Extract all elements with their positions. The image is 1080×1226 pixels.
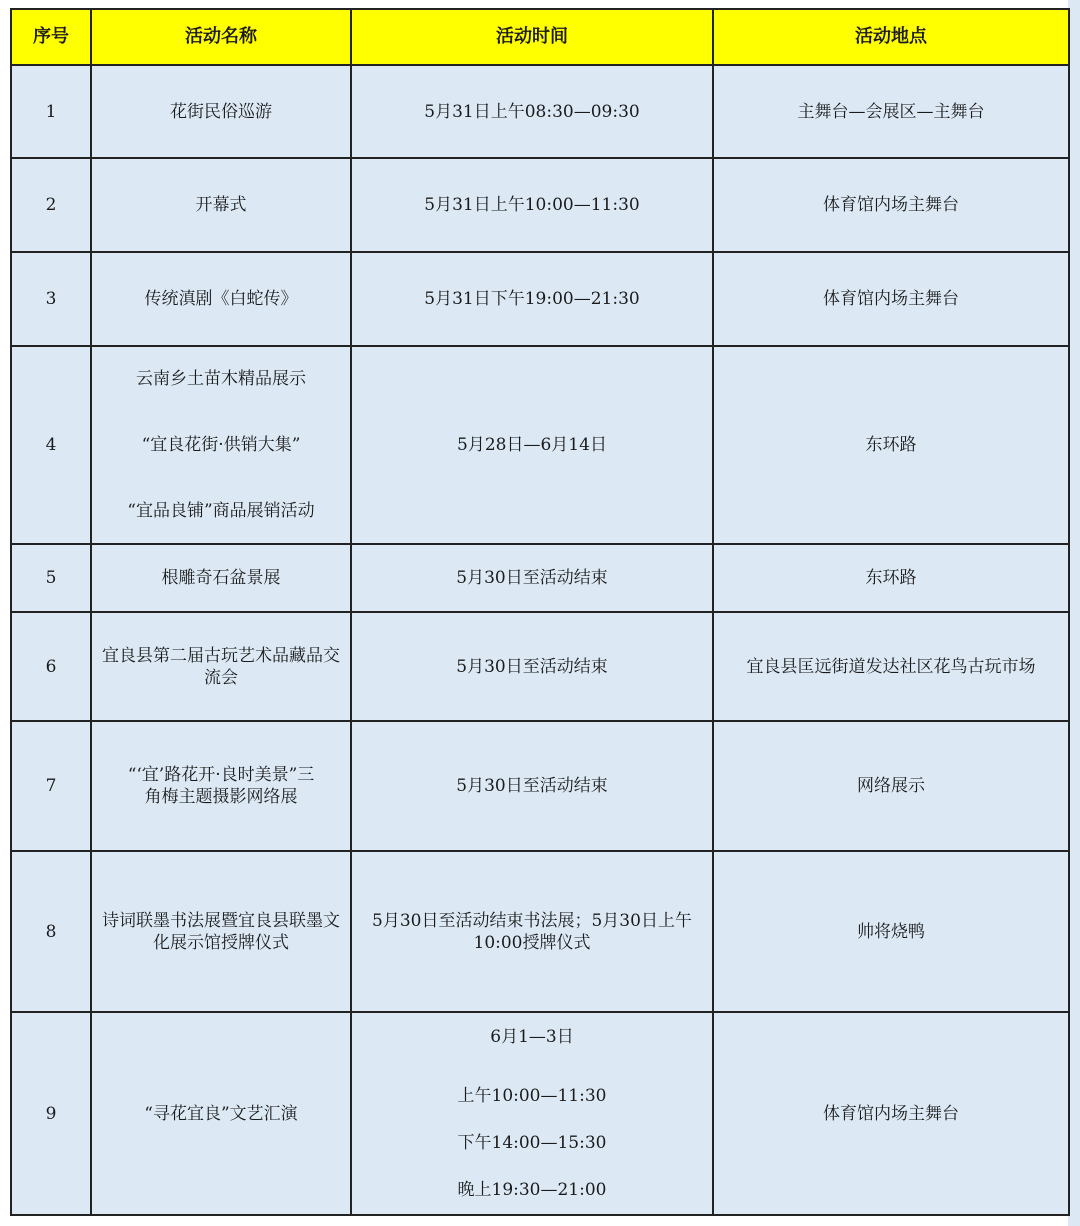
- activity-schedule-table: [10, 8, 1070, 1216]
- row-number: 6: [11, 612, 91, 721]
- activity-place-cell-line: 网络展示: [857, 776, 925, 796]
- activity-time-cell: [351, 158, 713, 252]
- activity-name-cell-line: “宜品良铺”商品展销活动: [127, 501, 315, 521]
- activity-name-cell-line: 根雕奇石盆景展: [161, 568, 281, 588]
- activity-name-cell-line: 化展示馆授牌仪式: [153, 932, 289, 953]
- activity-name-cell-line: 传统滇剧《白蛇传》: [144, 289, 298, 309]
- activity-place-cell: [713, 252, 1069, 346]
- row-number: 9: [11, 1012, 91, 1215]
- activity-time-cell: [351, 65, 713, 158]
- activity-place-cell-line: 东环路: [865, 435, 917, 455]
- activity-time-cell-line: 晚上19:30—21:00: [457, 1180, 607, 1200]
- activity-time-cell-line: 5月30日至活动结束: [456, 568, 608, 588]
- activity-name-cell: [91, 65, 351, 158]
- header-activity-name: 活动名称: [91, 9, 351, 65]
- header-number: 序号: [11, 9, 91, 65]
- activity-name-cell-line: 宜良县第二届古玩艺术品藏品交: [102, 645, 340, 666]
- table-row: [11, 544, 1069, 612]
- activity-name-cell: [91, 544, 351, 612]
- activity-place-cell-line: 体育馆内场主舞台: [823, 289, 959, 309]
- activity-time-cell-line: 5月28日—6月14日: [457, 435, 607, 455]
- activity-name-cell-line: “寻花宜良”文艺汇演: [144, 1103, 298, 1124]
- activity-name-cell: [91, 721, 351, 851]
- activity-place-cell-line: 东环路: [865, 568, 917, 588]
- activity-time-cell-line: 5月31日下午19:00—21:30: [424, 289, 640, 309]
- row-number: 8: [11, 851, 91, 1012]
- activity-name-cell: [91, 346, 351, 544]
- activity-time-cell: [351, 252, 713, 346]
- row-number: 3: [11, 252, 91, 346]
- row-number: 4: [11, 346, 91, 544]
- row-number: 7: [11, 721, 91, 851]
- row-number: 1: [11, 65, 91, 158]
- activity-time-cell: [351, 851, 713, 1012]
- activity-name-cell-line: “宜良花街·供销大集”: [141, 435, 301, 455]
- table-row: [11, 851, 1069, 1012]
- activity-place-cell: [713, 346, 1069, 544]
- header-activity-place: 活动地点: [713, 9, 1069, 65]
- activity-place-cell-line: 帅将烧鸭: [857, 921, 925, 942]
- table-row: [11, 346, 1069, 544]
- activity-time-cell-line: 5月31日上午08:30—09:30: [424, 101, 640, 122]
- activity-time-cell-line: 上午10:00—11:30: [457, 1086, 607, 1106]
- activity-place-cell-line: 主舞台—会展区—主舞台: [797, 101, 985, 122]
- activity-place-cell: [713, 544, 1069, 612]
- table-row: [11, 612, 1069, 721]
- row-number: 2: [11, 158, 91, 252]
- activity-name-cell: [91, 158, 351, 252]
- activity-place-cell: [713, 1012, 1069, 1215]
- activity-time-cell-line: 6月1—3日: [490, 1027, 574, 1047]
- activity-name-cell-line: “‘宜’路花开·良时美景”三: [127, 765, 315, 785]
- activity-place-cell: [713, 721, 1069, 851]
- activity-time-cell-line: 5月30日至活动结束书法展；5月30日上午: [372, 910, 692, 931]
- activity-place-cell-line: 体育馆内场主舞台: [823, 1103, 959, 1124]
- table-row: [11, 158, 1069, 252]
- activity-name-cell: [91, 1012, 351, 1215]
- activity-time-cell: [351, 544, 713, 612]
- activity-name-cell-line: 流会: [204, 667, 238, 688]
- activity-name-cell: [91, 252, 351, 346]
- header-row: [11, 9, 1069, 65]
- activity-name-cell: [91, 612, 351, 721]
- activity-name-cell: [91, 851, 351, 1012]
- activity-time-cell-line: 10:00授牌仪式: [473, 932, 591, 953]
- activity-time-cell-line: 5月31日上午10:00—11:30: [424, 195, 640, 215]
- activity-time-cell: [351, 1012, 713, 1215]
- activity-time-cell-line: 下午14:00—15:30: [457, 1133, 607, 1153]
- activity-name-cell-line: 开幕式: [195, 195, 247, 215]
- table-row: [11, 721, 1069, 851]
- activity-place-cell-line: 体育馆内场主舞台: [823, 195, 959, 215]
- activity-place-cell: [713, 158, 1069, 252]
- activity-time-cell: [351, 721, 713, 851]
- activity-time-cell-line: 5月30日至活动结束: [456, 656, 608, 677]
- activity-place-cell: [713, 851, 1069, 1012]
- activity-time-cell-line: 5月30日至活动结束: [456, 776, 608, 796]
- activity-place-cell-line: 宜良县匡远街道发达社区花鸟古玩市场: [746, 656, 1036, 677]
- activity-time-cell: [351, 612, 713, 721]
- activity-name-cell-line: 云南乡土苗木精品展示: [136, 369, 306, 389]
- row-number: 5: [11, 544, 91, 612]
- table-row: [11, 1012, 1069, 1215]
- table-row: [11, 252, 1069, 346]
- table-row: [11, 65, 1069, 158]
- activity-place-cell: [713, 612, 1069, 721]
- header-activity-time: 活动时间: [351, 9, 713, 65]
- activity-name-cell-line: 角梅主题摄影网络展: [144, 787, 298, 807]
- activity-name-cell-line: 诗词联墨书法展暨宜良县联墨文: [102, 910, 340, 931]
- activity-time-cell: [351, 346, 713, 544]
- activity-place-cell: [713, 65, 1069, 158]
- activity-name-cell-line: 花街民俗巡游: [170, 101, 272, 122]
